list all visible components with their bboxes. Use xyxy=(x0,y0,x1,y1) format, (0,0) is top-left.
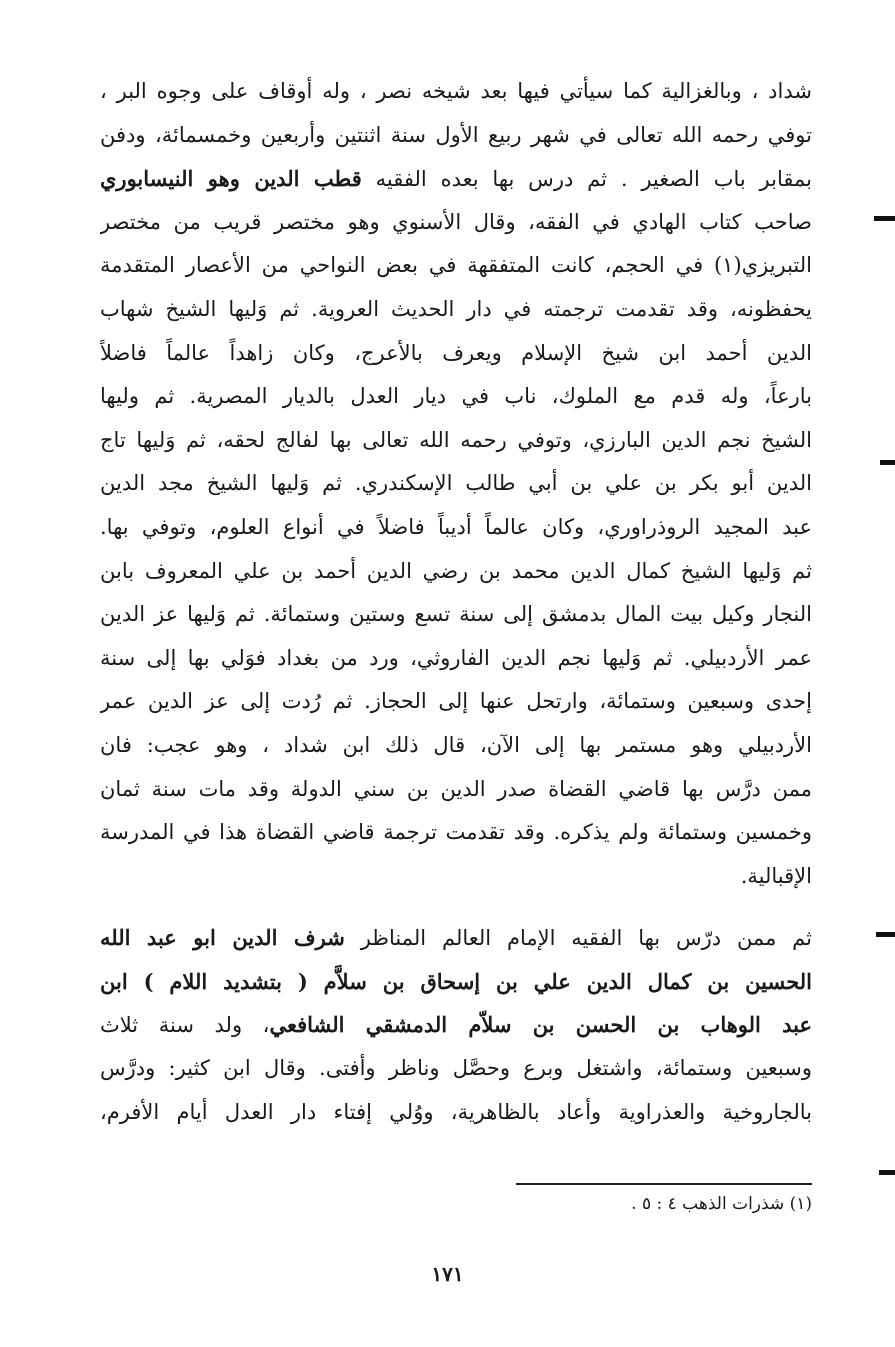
text-line: وخمسين وستمائة ولم يذكره. وقد تقدمت ترجمة قاضي القضاة هذا في المدرسة xyxy=(100,820,812,845)
text-line: الأردبيلي وهو مستمر بها إلى الآن، قال ذلك ابن شداد ، وهو عجب: فان xyxy=(100,732,812,757)
text-line: الشيخ نجم الدين البارزي، وتوفي رحمه الله تعالى بها لفالج لحقه، ثم وَليها تاج xyxy=(100,427,812,452)
text-line: شداد ، وبالغزالية كما سيأتي فيها بعد شيخه نصر ، وله أوقاف على وجوه البر ، xyxy=(100,79,812,103)
text-line: الدين أحمد ابن شيخ الإسلام ويعرف بالأعرج، وكان زاهداً عالماً فاضلاً xyxy=(100,340,812,365)
paragraph-1 xyxy=(100,70,812,898)
text-line: ممن درَّس بها قاضي القضاة صدر الدين بن سني الدولة وقد مات سنة ثمان xyxy=(100,776,812,801)
text-line xyxy=(100,1003,812,1047)
bold-name: شرف الدين ابو عبد الله xyxy=(100,925,345,951)
text-line xyxy=(100,157,812,201)
page-number: ١٧١ xyxy=(431,1262,464,1286)
text-line: صاحب كتاب الهادي في الفقه، وقال الأسنوي وهو مختصر قريب من مختصر xyxy=(100,209,812,234)
text-line: توفي رحمه الله تعالى في شهر ربيع الأول سنة اثنتين وأربعين وخمسمائة، ودفن xyxy=(100,122,812,147)
text-line: وسبعين وستمائة، واشتغل وبرع وحصَّل وناظر وأفتى. وقال ابن كثير: ودرَّس xyxy=(100,1056,812,1081)
text-line: عبد المجيد الروذراوري، وكان عالماً أديباً فاضلاً في أنواع العلوم، وتوفي بها. xyxy=(100,514,812,539)
text-span: بمقابر باب الصغير . ثم درس بها بعده الفقيه xyxy=(361,167,812,192)
edge-mark xyxy=(874,216,895,221)
main-text xyxy=(100,70,812,1134)
bold-name: قطب الدين وهو النيسابوري xyxy=(100,166,362,192)
text-span: ، ولد سنة ثلاث xyxy=(100,1013,270,1038)
text-line: الحسين بن كمال الدين علي بن إسحاق بن سلاَّم ( بتشديد اللام ) ابن xyxy=(100,968,812,994)
text-line: بالجاروخية والعذراوية وأعاد بالظاهرية، ووُلي إفتاء دار العدل أيام الأفرم، xyxy=(100,1099,812,1124)
paragraph-2 xyxy=(100,916,812,1134)
footnote-rule xyxy=(516,1183,812,1185)
text-line: النجار وكيل بيت المال بدمشق إلى سنة تسع وستين وستمائة. ثم وَليها عز الدين xyxy=(100,602,812,627)
text-line: الدين أبو بكر بن علي بن أبي طالب الإسكندري. ثم وَليها الشيخ مجد الدين xyxy=(100,471,812,496)
text-line: يحفظونه، وقد تقدمت ترجمته في دار الحديث العروية. ثم وَليها الشيخ شهاب xyxy=(100,296,812,321)
footnote: (١) شذرات الذهب ٤ : ٥ . xyxy=(631,1194,812,1214)
text-line: ثم وَليها الشيخ كمال الدين محمد بن رضي الدين أحمد بن علي المعروف بابن xyxy=(100,558,812,583)
edge-mark xyxy=(880,460,895,465)
text-line: الإقبالية. xyxy=(740,863,812,888)
bold-name: عبد الوهاب بن الحسن بن سلاّم الدمشقي الشافعي xyxy=(269,1012,812,1038)
edge-mark xyxy=(876,932,895,937)
text-line: عمر الأردبيلي. ثم وَليها نجم الدين الفاروثي، ورد من بغداد فوَلي بها إلى سنة xyxy=(100,645,812,670)
text-line xyxy=(100,916,812,960)
text-line: التبريزي(١) في الحجم، كانت المتفقهة في بعض النواحي من الأعصار المتقدمة xyxy=(100,253,812,278)
text-line: إحدى وسبعين وستمائة، وارتحل عنها إلى الحجاز. ثم رُدت إلى عز الدين عمر xyxy=(100,689,812,714)
text-line: بارعاً، وله قدم مع الملوك، ناب في ديار العدل بالديار المصرية. ثم وليها xyxy=(100,384,812,409)
paragraph-gap xyxy=(100,898,812,916)
text-span: ثم ممن درّس بها الفقيه الإمام العالم المناظر xyxy=(344,926,812,951)
edge-mark xyxy=(879,1170,895,1175)
